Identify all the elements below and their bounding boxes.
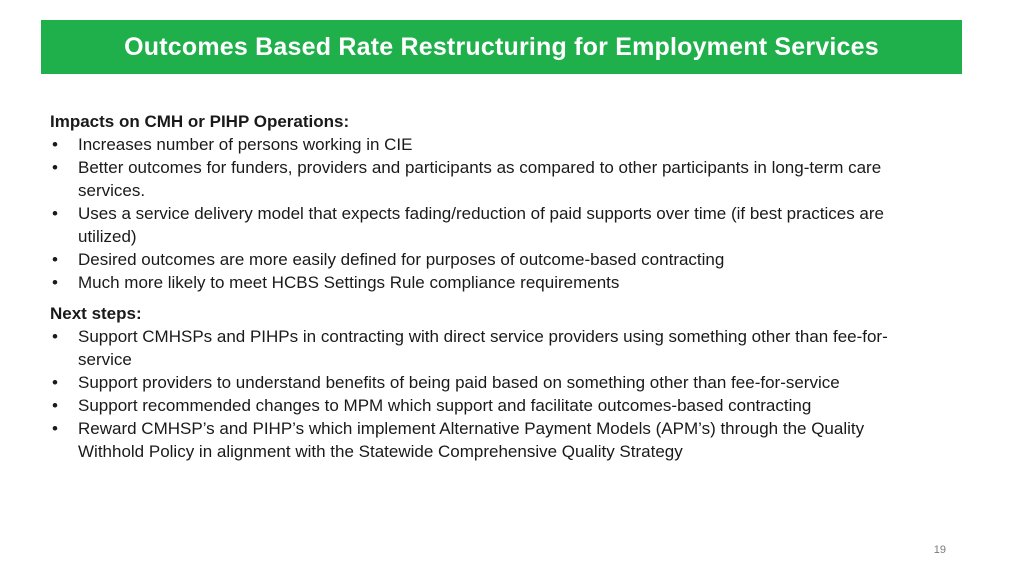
section-next-steps [50,302,930,463]
list-item-text: Support providers to understand benefits of being paid based on something other than fee-for-service [78,373,840,392]
list-item-text: Much more likely to meet HCBS Settings Rule compliance requirements [78,273,620,292]
list-item [50,248,930,271]
list-item [50,325,930,371]
bullet-icon: • [52,396,58,415]
list-item-text: Support CMHSPs and PIHPs in contracting with direct service providers using something other than fee-for-service [78,327,888,369]
slide-content [50,110,930,463]
bullet-icon: • [52,158,58,177]
list-item-text: Support recommended changes to MPM which support and facilitate outcomes-based contracting [78,396,812,415]
list-item [50,202,930,248]
list-item [50,133,930,156]
section-heading: Next steps: [50,304,142,323]
list-item [50,271,930,294]
list-item [50,371,930,394]
section-heading: Impacts on CMH or PIHP Operations: [50,112,350,131]
bullet-list [50,325,930,463]
list-item-text: Increases number of persons working in CIE [78,135,413,154]
list-item [50,394,930,417]
bullet-icon: • [52,373,58,392]
list-item [50,417,930,463]
slide-title: Outcomes Based Rate Restructuring for Employment Services [124,32,879,61]
bullet-icon: • [52,204,58,223]
bullet-icon: • [52,250,58,269]
list-item-text: Better outcomes for funders, providers and participants as compared to other participants in long-term care services. [78,158,882,200]
bullet-icon: • [52,135,58,154]
list-item-text: Desired outcomes are more easily defined for purposes of outcome-based contracting [78,250,725,269]
list-item-text: Uses a service delivery model that expects fading/reduction of paid supports over time (if best practices are utilized) [78,204,884,246]
bullet-icon: • [52,327,58,346]
title-bar [41,20,962,74]
section-impacts [50,110,930,294]
list-item [50,156,930,202]
bullet-icon: • [52,273,58,292]
page-number: 19 [933,544,946,556]
list-item-text: Reward CMHSP’s and PIHP’s which implement Alternative Payment Models (APM’s) through the Quality Withhold Policy in alignment with the Statewide Comprehensive Quality Strategy [78,419,865,461]
bullet-list [50,133,930,294]
bullet-icon: • [52,419,58,438]
